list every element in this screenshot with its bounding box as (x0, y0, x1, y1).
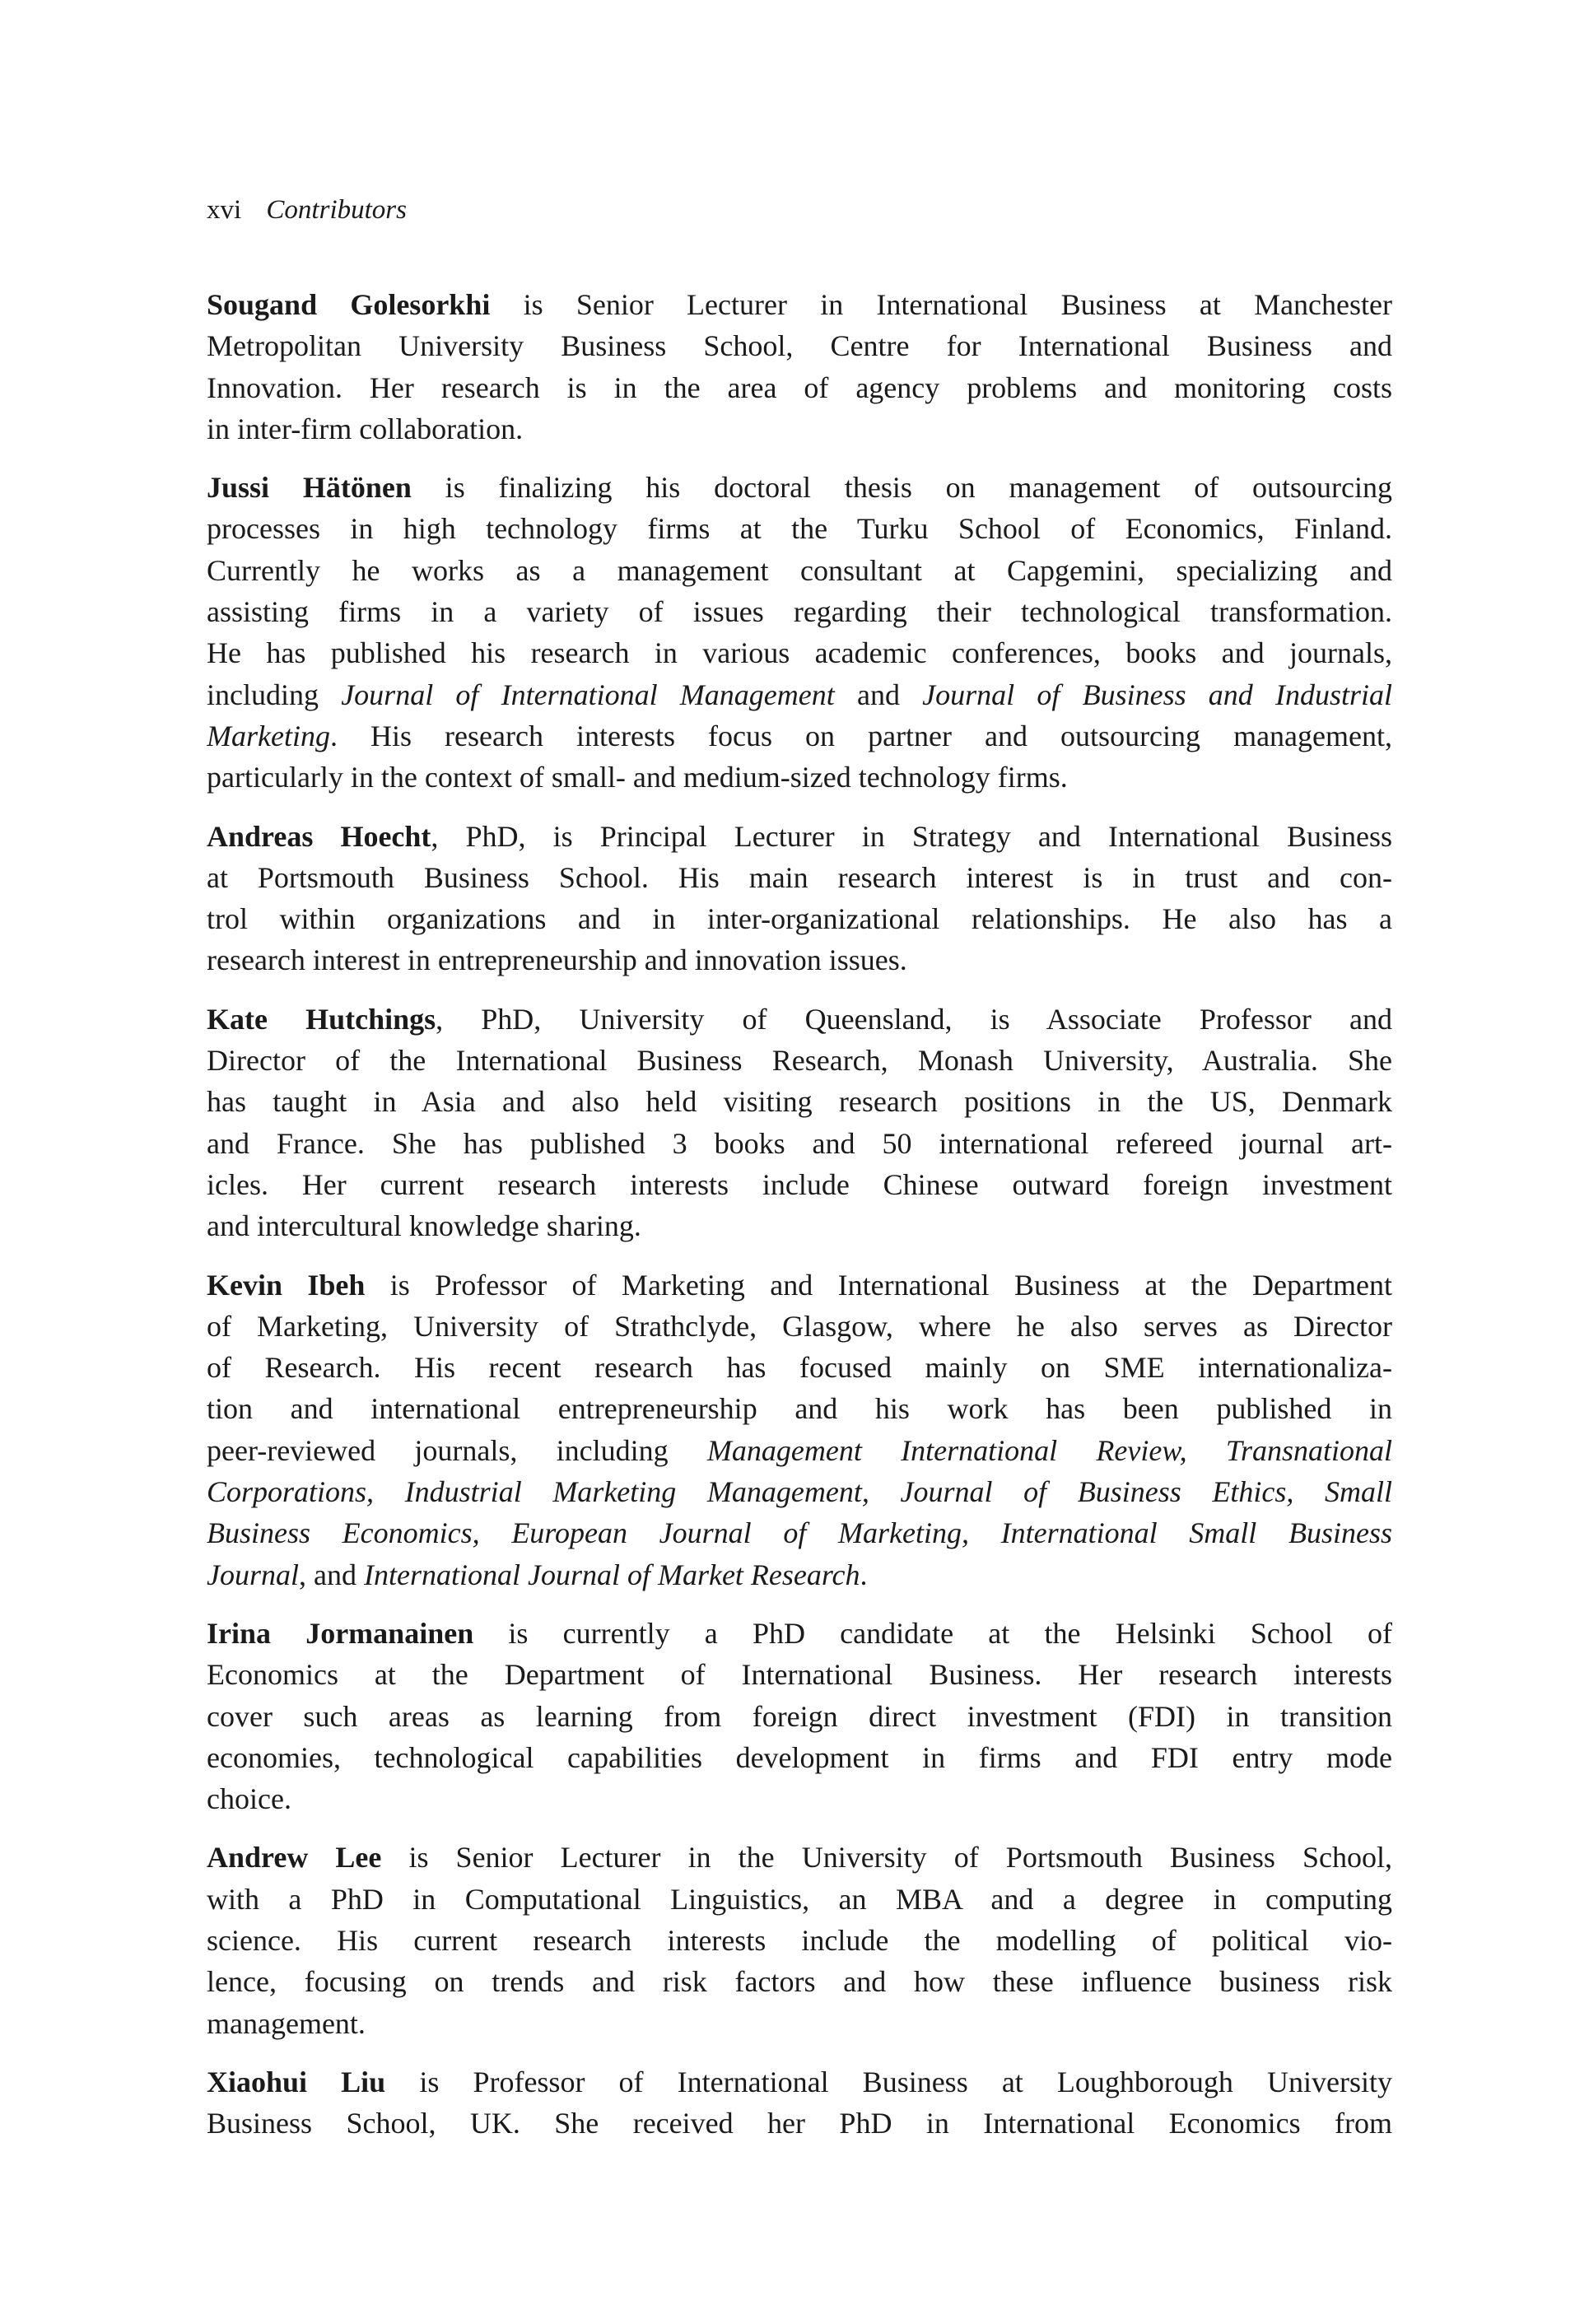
text-run: is currently a PhD candidate at the Helsinki School of (473, 1616, 1392, 1650)
text-run: particularly in the context of small- and medium-sized technology firms. (207, 761, 1068, 794)
text-run: with a PhD in Computational Linguistics, an MBA and a degree in computing (207, 1882, 1392, 1916)
text-run: . His research interests focus on partner and outsourcing management, (329, 719, 1392, 752)
text-run: , and (299, 1558, 364, 1591)
publication-title: International Journal of Market Research (363, 1558, 860, 1591)
text-line (207, 1837, 1392, 1878)
text-line (207, 325, 1392, 366)
contributor-name: Andreas Hoecht (207, 819, 431, 853)
text-run: at Portsmouth Business School. His main research interest is in trust and con- (207, 860, 1392, 894)
text-run: assisting firms in a variety of issues regarding their technological transformation. (207, 595, 1392, 629)
text-line (207, 467, 1392, 508)
text-run: of Marketing, University of Strathclyde, Glasgow, where he also serves as Director (207, 1309, 1392, 1343)
page-number: xvi (207, 195, 242, 225)
text-line (207, 1654, 1392, 1695)
text-run: science. His current research interests include the modelling of political vio- (207, 1923, 1392, 1957)
text-line (207, 1205, 1392, 1246)
running-head (207, 191, 407, 229)
contributor-entry (207, 999, 1392, 1247)
contributor-entry (207, 1264, 1392, 1595)
contributor-name: Kate Hutchings (207, 1002, 436, 1036)
text-line (207, 1613, 1392, 1654)
text-run: icles. Her current research interests include Chinese outward foreign investment (207, 1167, 1392, 1201)
text-run: Director of the International Business Research, Monash University, Australia. She (207, 1044, 1392, 1078)
text-line (207, 757, 1392, 798)
text-line (207, 550, 1392, 591)
text-run: is finalizing his doctoral thesis on management of outsourcing (411, 471, 1392, 505)
text-line (207, 632, 1392, 673)
text-run: He has published his research in various academic conferences, books and journals, (207, 636, 1392, 670)
contributor-entry (207, 467, 1392, 798)
text-line (207, 857, 1392, 898)
text-run: and intercultural knowledge sharing. (207, 1209, 641, 1243)
text-line (207, 674, 1392, 715)
text-run: processes in high technology firms at the Turku School of Economics, Finland. (207, 512, 1392, 546)
text-line (207, 284, 1392, 325)
text-run: has taught in Asia and also held visiting research positions in the US, Denmark (207, 1085, 1392, 1119)
text-line (207, 1388, 1392, 1429)
text-run: , PhD, University of Queensland, is Associate Professor and (436, 1002, 1392, 1036)
text-line (207, 1512, 1392, 1553)
text-run: including (207, 678, 342, 711)
text-line (207, 1778, 1392, 1819)
contributor-entry (207, 284, 1392, 449)
contributor-entry (207, 1837, 1392, 2043)
text-run: choice. (207, 1782, 291, 1816)
text-line (207, 999, 1392, 1040)
text-run: peer-reviewed journals, including (207, 1433, 707, 1467)
contributor-name: Andrew Lee (207, 1841, 382, 1875)
text-run: Metropolitan University Business School, Centre for International Business and (207, 329, 1392, 363)
text-line (207, 715, 1392, 757)
text-line (207, 508, 1392, 549)
text-line (207, 1430, 1392, 1471)
contributor-name: Jussi Hätönen (207, 471, 412, 505)
text-run: management. (207, 2006, 366, 2040)
text-line (207, 2061, 1392, 2103)
text-run: and France. She has published 3 books and 50 international refereed journal art- (207, 1126, 1392, 1160)
text-line (207, 408, 1392, 449)
text-line (207, 1306, 1392, 1347)
text-run: Business School, UK. She received her PhD in International Economics from (207, 2107, 1392, 2140)
text-run: is Professor of Marketing and International Business at the Department (365, 1268, 1392, 1302)
text-run: and (834, 678, 923, 711)
text-line (207, 1347, 1392, 1388)
publication-title: Corporations, Industrial Marketing Management, Journal of Business Ethics, Small (207, 1475, 1392, 1509)
contributor-name: Xiaohui Liu (207, 2065, 386, 2098)
publication-title: Journal of Business and Industrial (922, 678, 1392, 711)
publication-title: Marketing (207, 719, 330, 752)
text-line (207, 1879, 1392, 1920)
publication-title: Business Economics, European Journal of Marketing, International Small Business (207, 1516, 1392, 1550)
text-line (207, 1920, 1392, 1961)
text-line (207, 1123, 1392, 1164)
section-title: Contributors (266, 195, 407, 225)
publication-title: Management International Review, Transnational (706, 1433, 1392, 1467)
text-run: lence, focusing on trends and risk factors and how these influence business risk (207, 1965, 1392, 1999)
text-run: Innovation. Her research is in the area of agency problems and monitoring costs (207, 370, 1392, 404)
text-run: trol within organizations and in inter-organizational relationships. He also has a (207, 902, 1392, 936)
text-run: Economics at the Department of International Business. Her research interests (207, 1658, 1392, 1692)
text-line (207, 1961, 1392, 2002)
text-line (207, 1081, 1392, 1122)
contributor-entry (207, 1613, 1392, 1819)
publication-title: Journal (207, 1558, 299, 1591)
contributor-name: Sougand Golesorkhi (207, 288, 491, 321)
text-run: . (860, 1558, 868, 1591)
text-run: is Senior Lecturer in International Business at Manchester (490, 288, 1392, 321)
text-line (207, 1554, 1392, 1595)
text-line (207, 1737, 1392, 1778)
text-run: in inter-firm collaboration. (207, 412, 524, 445)
text-run: economies, technological capabilities development in firms and FDI entry mode (207, 1740, 1392, 1774)
contributor-entry (207, 2061, 1392, 2145)
text-line (207, 898, 1392, 939)
text-run: tion and international entrepreneurship and his work has been published in (207, 1392, 1392, 1426)
text-line (207, 939, 1392, 980)
text-run: cover such areas as learning from foreign direct investment (FDI) in transition (207, 1699, 1392, 1733)
text-run: is Senior Lecturer in the University of Portsmouth Business School, (381, 1841, 1392, 1875)
publication-title: Journal of International Management (341, 678, 835, 711)
text-line (207, 1164, 1392, 1205)
text-run: is Professor of International Business at Loughborough University (385, 2065, 1392, 2098)
contributor-name: Kevin Ibeh (207, 1268, 366, 1302)
contributors-list (207, 284, 1392, 2161)
text-line (207, 1264, 1392, 1306)
contributor-entry (207, 816, 1392, 981)
text-line (207, 1471, 1392, 1512)
contributor-name: Irina Jormanainen (207, 1616, 474, 1650)
text-run: research interest in entrepreneurship and innovation issues. (207, 943, 907, 977)
text-line (207, 367, 1392, 408)
text-line (207, 1040, 1392, 1081)
text-line (207, 816, 1392, 857)
text-run: Currently he works as a management consultant at Capgemini, specializing and (207, 553, 1392, 587)
text-line (207, 591, 1392, 632)
text-run: , PhD, is Principal Lecturer in Strategy and International Business (431, 819, 1392, 853)
text-line (207, 2003, 1392, 2044)
text-line (207, 1696, 1392, 1737)
text-line (207, 2103, 1392, 2144)
text-run: of Research. His recent research has focused mainly on SME internationaliza- (207, 1351, 1392, 1385)
